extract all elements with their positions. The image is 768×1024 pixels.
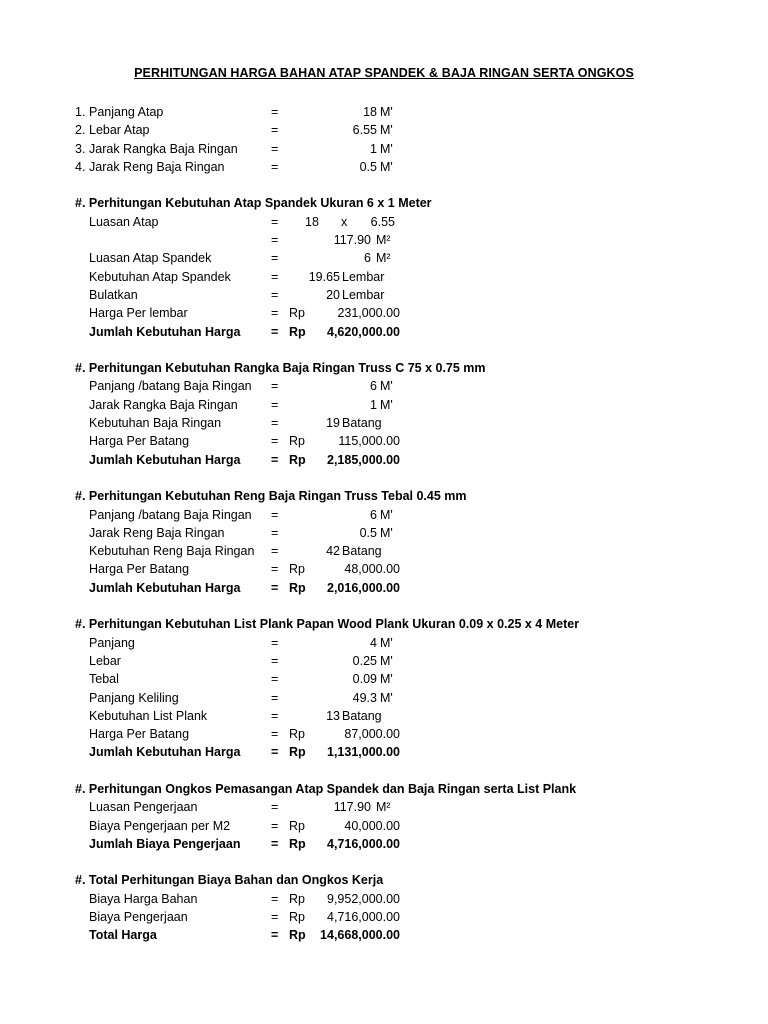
total-row: Jumlah Biaya Pengerjaan = Rp 4,716,000.00 bbox=[89, 836, 400, 851]
section-heading: #. Total Perhitungan Biaya Bahan dan Ongkos Kerja bbox=[75, 873, 384, 888]
param-value: 18 bbox=[363, 105, 377, 119]
calc-row: Panjang /batang Baja Ringan = 6 M' bbox=[89, 507, 393, 522]
calc-row: Biaya Pengerjaan per M2 = Rp 40,000.00 bbox=[89, 818, 400, 833]
param-value: 0.5 bbox=[359, 159, 377, 174]
param-label: Jarak Rangka Baja Ringan bbox=[89, 141, 238, 156]
param-row: 3. Jarak Rangka Baja Ringan = 1 M' bbox=[75, 140, 695, 158]
total-row: Jumlah Kebutuhan Harga = Rp 2,185,000.00 bbox=[89, 452, 400, 467]
grand-total-row: Total Harga = Rp 14,668,000.00 bbox=[89, 928, 400, 943]
calc-row: Panjang = 4 M' bbox=[89, 635, 393, 650]
calc-row: Biaya Pengerjaan = Rp 4,716,000.00 bbox=[89, 910, 400, 925]
total-row: Jumlah Kebutuhan Harga = Rp 2,016,000.00 bbox=[89, 580, 400, 595]
calc-row: Tebal = 0.09 M' bbox=[89, 672, 393, 687]
calc-row: Panjang Keliling = 49.3 M' bbox=[89, 690, 393, 705]
param-label: Panjang Atap bbox=[89, 105, 164, 119]
total-row: Jumlah Kebutuhan Harga = Rp 1,131,000.00 bbox=[89, 745, 400, 760]
calc-row: Harga Per Batang = Rp 87,000.00 bbox=[89, 727, 400, 742]
calc-row: Lebar = 0.25 M' bbox=[89, 653, 393, 668]
calc-row: Kebutuhan Atap Spandek = 19.65 Lembar bbox=[89, 269, 385, 284]
calc-row: Jarak Rangka Baja Ringan = 1 M' bbox=[89, 397, 393, 412]
section-heading: #. Perhitungan Kebutuhan Atap Spandek Ukuran 6 x 1 Meter bbox=[75, 196, 432, 211]
param-row: 4. Jarak Reng Baja Ringan = 0.5 M' bbox=[75, 158, 695, 176]
calc-row: Kebutuhan Baja Ringan = 19 Batang bbox=[89, 416, 382, 431]
calc-row: Luasan Pengerjaan = 117.90 M² bbox=[89, 800, 391, 815]
param-row: 1. Panjang Atap = 18 M' bbox=[75, 103, 695, 121]
calculation-sheet bbox=[75, 103, 695, 945]
calc-row: = 117.90 M² bbox=[271, 233, 391, 248]
param-row: 2. Lebar Atap = 6.55 M' bbox=[75, 121, 695, 139]
calc-row: Harga Per Batang = Rp 48,000.00 bbox=[89, 562, 400, 577]
calc-row: Biaya Harga Bahan = Rp 9,952,000.00 bbox=[89, 891, 400, 906]
calc-row: Kebutuhan Reng Baja Ringan = 42 Batang bbox=[89, 544, 382, 559]
section-heading: #. Perhitungan Ongkos Pemasangan Atap Spandek dan Baja Ringan serta List Plank bbox=[75, 781, 577, 796]
calc-row: Luasan Atap = 18 x 6.55 bbox=[89, 214, 395, 229]
total-row: Jumlah Kebutuhan Harga = Rp 4,620,000.00 bbox=[89, 324, 400, 339]
param-label: Jarak Reng Baja Ringan bbox=[89, 159, 225, 174]
calc-row: Kebutuhan List Plank = 13 Batang bbox=[89, 708, 382, 723]
section-heading: #. Perhitungan Kebutuhan List Plank Papan Wood Plank Ukuran 0.09 x 0.25 x 4 Meter bbox=[75, 617, 580, 632]
param-value: 1 bbox=[370, 141, 377, 156]
section-heading: #. Perhitungan Kebutuhan Reng Baja Ringan Truss Tebal 0.45 mm bbox=[75, 489, 467, 504]
param-label: Lebar Atap bbox=[89, 123, 150, 138]
document-title: PERHITUNGAN HARGA BAHAN ATAP SPANDEK & BAJA RINGAN SERTA ONGKOS bbox=[134, 66, 634, 80]
calc-row: Harga Per Batang = Rp 115,000.00 bbox=[89, 434, 400, 449]
param-value: 6.55 bbox=[352, 123, 377, 138]
calc-row: Jarak Reng Baja Ringan = 0.5 M' bbox=[89, 525, 393, 540]
calc-row: Bulatkan = 20 Lembar bbox=[89, 287, 385, 302]
calc-row: Harga Per lembar = Rp 231,000.00 bbox=[89, 306, 400, 321]
section-heading: #. Perhitungan Kebutuhan Rangka Baja Ringan Truss C 75 x 0.75 mm bbox=[75, 361, 486, 376]
calc-row: Panjang /batang Baja Ringan = 6 M' bbox=[89, 379, 393, 394]
calc-row: Luasan Atap Spandek = 6 M² bbox=[89, 251, 391, 266]
